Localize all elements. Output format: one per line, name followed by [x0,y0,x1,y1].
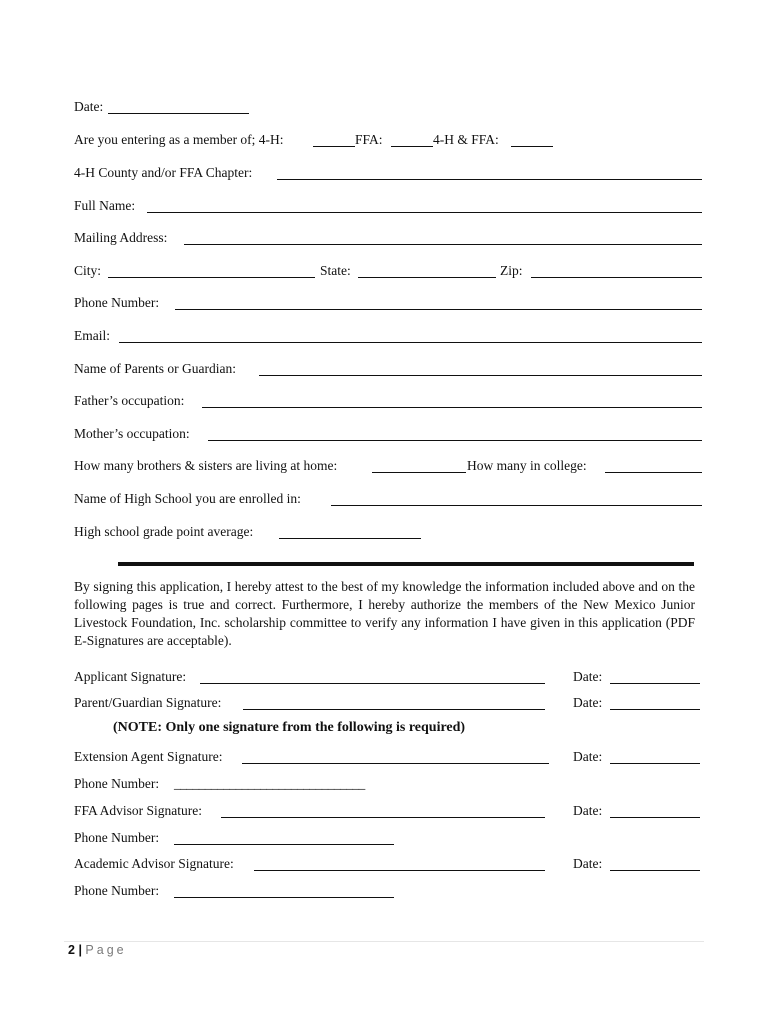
extension-agent-signature-field[interactable] [242,763,549,764]
email-field[interactable] [119,342,702,343]
academic-advisor-signature-field[interactable] [254,870,545,871]
footer-divider [64,941,704,942]
city-field[interactable] [108,277,315,278]
county-field[interactable] [277,179,702,180]
academic-advisor-phone-field[interactable] [174,897,394,898]
mailing-address-label: Mailing Address: [74,230,168,245]
parent-signature-label: Parent/Guardian Signature: [74,695,222,710]
college-field[interactable] [605,472,702,473]
parents-field[interactable] [259,375,702,376]
state-field[interactable] [358,277,496,278]
full-name-field[interactable] [147,212,702,213]
father-occupation-field[interactable] [202,407,702,408]
gpa-label: High school grade point average: [74,524,254,539]
footer-separator: | [78,943,82,957]
mailing-address-field[interactable] [184,244,702,245]
academic-advisor-date-label: Date: [573,856,603,871]
siblings-label: How many brothers & sisters are living at home: [74,458,338,473]
applicant-signature-label: Applicant Signature: [74,669,187,684]
4h-field[interactable] [313,146,355,147]
ffa-label: FFA: [355,132,383,147]
extension-agent-signature-label: Extension Agent Signature: [74,749,223,764]
mother-occupation-label: Mother’s occupation: [74,426,190,441]
page-footer [68,943,127,957]
academic-advisor-phone-label: Phone Number: [74,883,160,898]
zip-field[interactable] [531,277,702,278]
siblings-field[interactable] [372,472,466,473]
ffa-field[interactable] [391,146,433,147]
city-label: City: [74,263,102,278]
applicant-date-label: Date: [573,669,603,684]
ffa-advisor-date-field[interactable] [610,817,700,818]
extension-phone-field[interactable]: _______________________________ [174,776,365,791]
high-school-label: Name of High School you are enrolled in: [74,491,301,506]
college-label: How many in college: [467,458,587,473]
gpa-field[interactable] [279,538,421,539]
mother-occupation-field[interactable] [208,440,702,441]
page-word: Page [85,943,127,957]
phone-label: Phone Number: [74,295,160,310]
member-question-label: Are you entering as a member of; 4-H: [74,132,284,147]
parent-date-label: Date: [573,695,603,710]
parent-signature-field[interactable] [243,709,545,710]
email-label: Email: [74,328,110,343]
extension-date-label: Date: [573,749,603,764]
both-field[interactable] [511,146,553,147]
ffa-advisor-phone-label: Phone Number: [74,830,160,845]
high-school-field[interactable] [331,505,702,506]
parent-date-field[interactable] [610,709,700,710]
date-label: Date: [74,99,104,114]
signature-note: (NOTE: Only one signature from the following is required) [113,720,466,735]
ffa-advisor-date-label: Date: [573,803,603,818]
state-label: State: [320,263,351,278]
county-label: 4-H County and/or FFA Chapter: [74,165,253,180]
academic-advisor-date-field[interactable] [610,870,700,871]
parents-label: Name of Parents or Guardian: [74,361,236,376]
page-number: 2 [68,943,75,957]
ffa-advisor-phone-field[interactable] [174,844,394,845]
extension-date-field[interactable] [610,763,700,764]
applicant-date-field[interactable] [610,683,700,684]
phone-field[interactable] [175,309,702,310]
attestation-paragraph: By signing this application, I hereby attest to the best of my knowledge the information included above and on the following pages is true and correct. Furthermore, I hereby authorize the members of the New Mexico Junior Livestock Foundation, Inc. scholarship committee to verify any information I have given in this application (PDF E-Signatures are acceptable). [74,579,695,648]
extension-phone-label: Phone Number: [74,776,160,791]
ffa-advisor-signature-field[interactable] [221,817,545,818]
father-occupation-label: Father’s occupation: [74,393,185,408]
zip-label: Zip: [500,263,523,278]
both-label: 4-H & FFA: [433,132,499,147]
full-name-label: Full Name: [74,198,136,213]
date-field[interactable] [108,113,249,114]
ffa-advisor-signature-label: FFA Advisor Signature: [74,803,203,818]
academic-advisor-signature-label: Academic Advisor Signature: [74,856,234,871]
section-divider [118,562,694,566]
applicant-signature-field[interactable] [200,683,545,684]
